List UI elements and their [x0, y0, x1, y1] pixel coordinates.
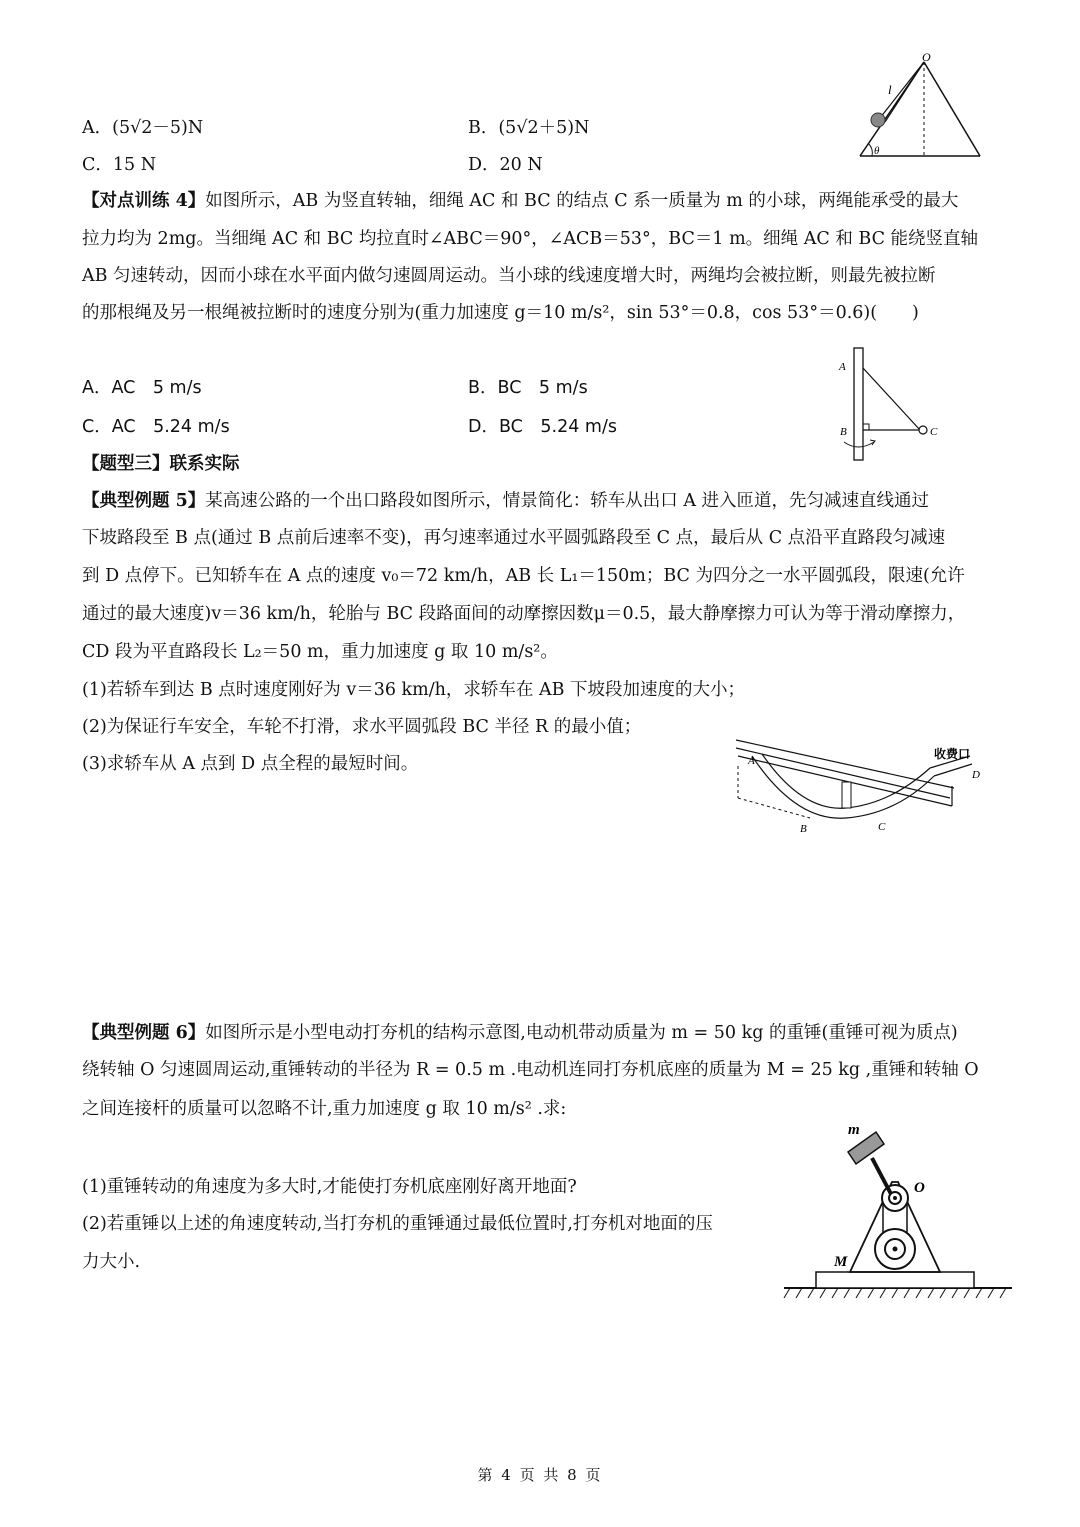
highway-label-d: D [972, 769, 980, 781]
highway-exit-figure [726, 734, 996, 840]
ex6-question-1: (1)重锤转动的角速度为多大时,才能使打夯机底座刚好离开地面? [82, 1177, 577, 1197]
ex6-line-1 [82, 1021, 958, 1045]
tamping-machine-figure [780, 1118, 1020, 1308]
axis-label-a: A [839, 361, 846, 373]
prev-option-a: A．(5√2－5)N [82, 118, 204, 138]
ex5-line-2: 下坡路段至 B 点(通过 B 点前后速率不变)，再匀速率通过水平圆弧路段至 C 点，最后从 C 点沿平直路段匀减速 [82, 528, 946, 548]
prev-option-b: B．(5√2＋5)N [468, 118, 590, 138]
ex5-question-3: (3)求轿车从 A 点到 D 点全程的最短时间。 [82, 754, 419, 774]
ex5-text-1: 某高速公路的一个出口路段如图所示，情景简化：轿车从出口 A 进入匝道，先匀减速直线通过 [205, 491, 930, 511]
highway-label-a: A [748, 755, 755, 767]
ex5-question-1: (1)若轿车到达 B 点时速度刚好为 v＝36 km/h，求轿车在 AB 下坡段加速度的大小； [82, 680, 746, 700]
ex5-line-5: CD 段为平直路段长 L₂＝50 m，重力加速度 g 取 10 m/s²。 [82, 642, 558, 662]
ex6-line-2: 绕转轴 O 匀速圆周运动,重锤转动的半径为 R = 0.5 m .电动机连同打夯机底座的质量为 M = 25 kg ,重锤和转轴 O [82, 1060, 979, 1080]
ex5-line-3: 到 D 点停下。已知轿车在 A 点的速度 v₀＝72 km/h，AB 长 L₁＝150m；BC 为四分之一水平圆弧段，限速(允许 [82, 566, 965, 586]
cone-label-theta: θ [874, 145, 880, 157]
cone-label-o: O [922, 50, 931, 64]
q4-line-4: 的那根绳及另一根绳被拉断时的速度分别为(重力加速度 g＝10 m/s²，sin 53°＝0.8，cos 53°＝0.6)( ) [82, 303, 919, 323]
prev-option-c: C．15 N [82, 155, 157, 175]
tamper-label-o: O [914, 1180, 925, 1196]
axis-label-c: C [930, 426, 938, 438]
ex6-tag: 【典型例题 6】 [82, 1023, 206, 1043]
tamper-label-m: m [848, 1122, 860, 1138]
tamper-label-big-m: M [834, 1254, 848, 1270]
ex6-text-1: 如图所示是小型电动打夯机的结构示意图,电动机带动质量为 m = 50 kg 的重锤(重锤可视为质点) [205, 1023, 958, 1043]
q4-option-a: A．AC 5 m/s [82, 378, 202, 398]
q4-line-1 [82, 189, 958, 213]
q4-tag: 【对点训练 4】 [82, 191, 206, 211]
ex6-question-2-cont: 力大小. [82, 1252, 141, 1272]
q4-option-d: D．BC 5.24 m/s [468, 417, 617, 437]
q4-line-2: 拉力均为 2mg。当细绳 AC 和 BC 均拉直时∠ABC＝90°，∠ACB＝53°，BC＝1 m。细绳 AC 和 BC 能绕竖直轴 [82, 229, 979, 249]
ex5-line-4: 通过的最大速度)v＝36 km/h，轮胎与 BC 段路面间的动摩擦因数μ＝0.5，最大静摩擦力可认为等于滑动摩擦力， [82, 604, 966, 624]
q4-option-b: B．BC 5 m/s [468, 378, 588, 398]
ex5-question-2: (2)为保证行车安全，车轮不打滑，求水平圆弧段 BC 半径 R 的最小值； [82, 717, 642, 737]
type3-heading: 【题型三】联系实际 [82, 454, 240, 474]
cone-pendulum-figure [852, 48, 992, 163]
prev-option-d: D．20 N [468, 155, 543, 175]
ex6-line-3: 之间连接杆的质量可以忽略不计,重力加速度 g 取 10 m/s² .求: [82, 1099, 567, 1119]
ex5-tag: 【典型例题 5】 [82, 491, 206, 511]
axis-label-b: B [840, 426, 847, 438]
highway-label-c: C [878, 821, 886, 833]
q4-option-c: C．AC 5.24 m/s [82, 417, 230, 437]
rotating-axis-figure [834, 344, 949, 464]
ex6-question-2: (2)若重锤以上述的角速度转动,当打夯机的重锤通过最低位置时,打夯机对地面的压 [82, 1214, 713, 1234]
highway-label-toll: 收费口 [934, 747, 971, 761]
q4-text-1: 如图所示，AB 为竖直转轴，细绳 AC 和 BC 的结点 C 系一质量为 m 的小球，两绳能承受的最大 [205, 191, 959, 211]
page-footer: 第 4 页 共 8 页 [477, 1466, 603, 1484]
ex5-line-1 [82, 489, 929, 513]
highway-label-b: B [800, 823, 807, 835]
q4-line-3: AB 匀速转动，因而小球在水平面内做匀速圆周运动。当小球的线速度增大时，两绳均会被拉断，则最先被拉断 [82, 266, 936, 286]
cone-label-l: l [888, 82, 892, 97]
